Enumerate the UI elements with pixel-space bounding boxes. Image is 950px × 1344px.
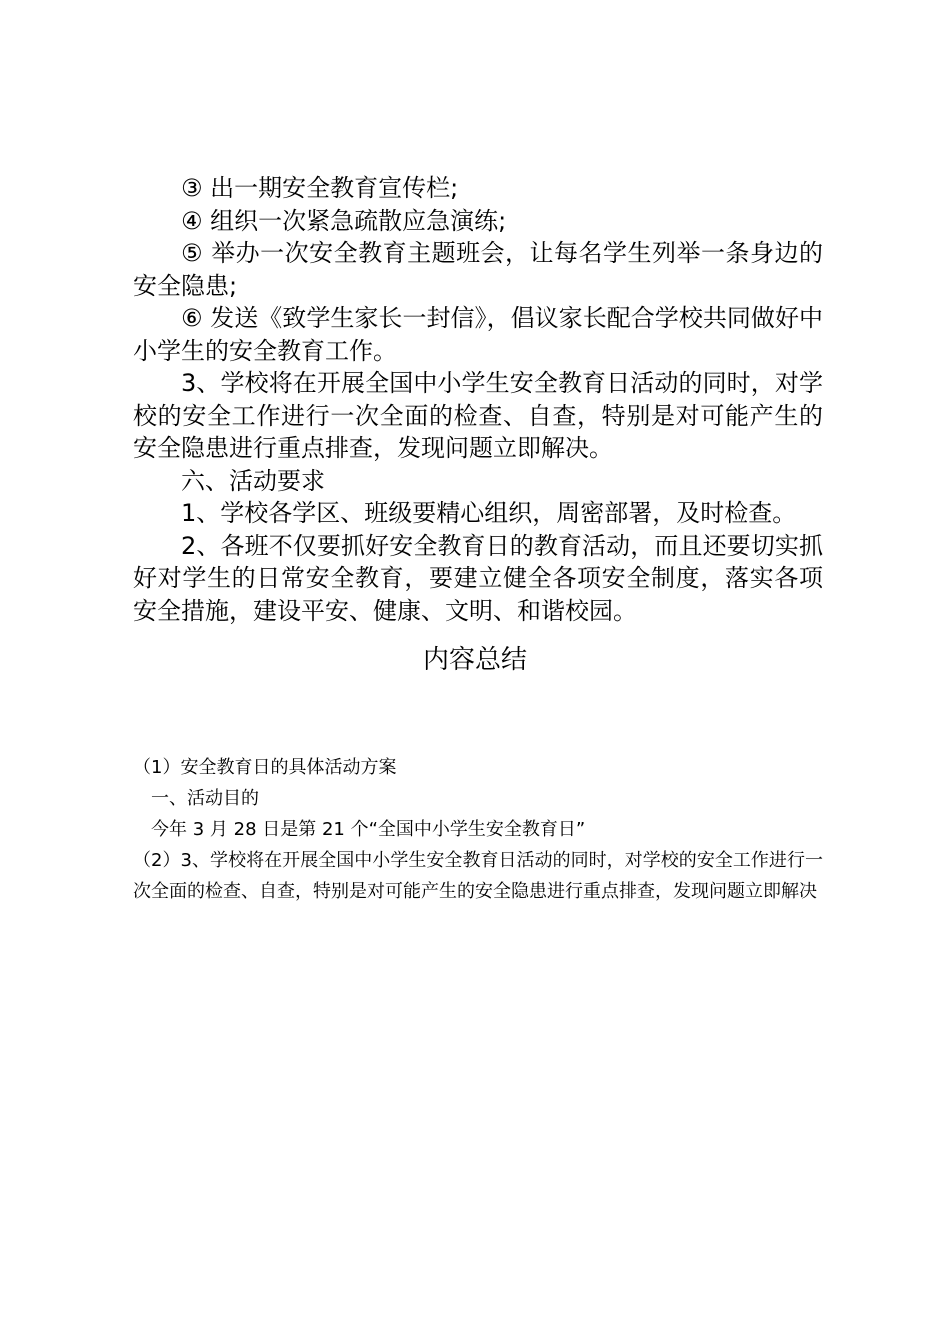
- section-heading-requirements: 六、活动要求: [181, 466, 325, 495]
- summary-line: 一、活动目的: [151, 788, 259, 809]
- summary-line: 今年 3 月 28 日是第 21 个“全国中小学生安全教育日”: [151, 819, 586, 840]
- summary-section: [133, 752, 823, 907]
- document-body: [133, 172, 823, 627]
- list-item-3: ③ 出一期安全教育宣传栏;: [181, 174, 459, 202]
- list-item-6: ⑥ 发送《致学生家长一封信》，倡议家长配合学校共同做好中小学生的安全教育工作。: [133, 304, 823, 365]
- list-item-4: ④ 组织一次紧急疏散应急演练;: [181, 206, 507, 235]
- summary-line: （1）安全教育日的具体活动方案: [133, 757, 397, 778]
- list-item-5: ⑤ 举办一次安全教育主题班会，让每名学生列举一条身边的安全隐患;: [133, 239, 823, 300]
- requirement-2: 2、各班不仅要抓好安全教育日的教育活动，而且还要切实抓好对学生的日常安全教育，要建立健全各项安全制度，落实各项安全措施，建设平安、健康、文明、和谐校园。: [133, 531, 823, 625]
- requirement-1: 1、学校各学区、班级要精心组织，周密部署，及时检查。: [181, 499, 797, 527]
- summary-title: 内容总结: [422, 645, 527, 675]
- paragraph-school-inspection: 3、学校将在开展全国中小学生安全教育日活动的同时，对学校的安全工作进行一次全面的检查、自查，特别是对可能产生的安全隐患进行重点排查，发现问题立即解决。: [133, 369, 823, 462]
- summary-line: （2）3、学校将在开展全国中小学生安全教育日活动的同时，对学校的安全工作进行一次全面的检查、自查，特别是对可能产生的安全隐患进行重点排查，发现问题立即解决: [133, 850, 823, 902]
